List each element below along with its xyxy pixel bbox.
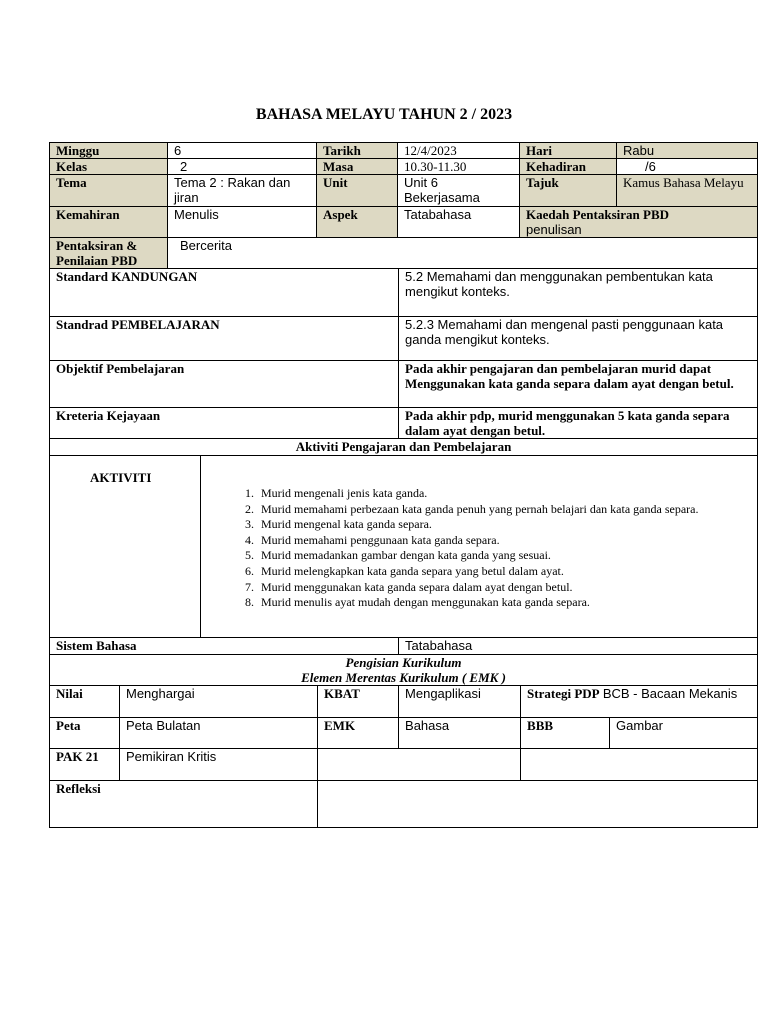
minggu-label: Minggu — [50, 143, 168, 159]
aktiviti-heading: Aktiviti Pengajaran dan Pembelajaran — [50, 439, 758, 456]
strategi-cell — [521, 686, 758, 718]
emk-value: Bahasa — [399, 718, 521, 749]
list-item: 7. Murid menggunakan kata ganda separa dalam ayat dengan betul. — [257, 580, 751, 596]
bbb-value: Gambar — [610, 718, 758, 749]
objektif-label: Objektif Pembelajaran — [50, 361, 399, 408]
strategi-label: Strategi PDP — [527, 686, 600, 701]
sistem-bahasa-label: Sistem Bahasa — [50, 638, 399, 655]
standard-kandungan-value: 5.2 Memahami dan menggunakan pembentukan kata mengikut konteks. — [399, 269, 758, 317]
nilai-label: Nilai — [50, 686, 120, 718]
nilai-value: Menghargai — [120, 686, 318, 718]
kelas-value: 2 — [168, 159, 317, 175]
kemahiran-label: Kemahiran — [50, 207, 168, 238]
hari-value: Rabu — [617, 143, 758, 159]
tarikh-label: Tarikh — [317, 143, 398, 159]
kurikulum-heading-2: Elemen Merentas Kurikulum ( EMK ) — [301, 670, 506, 685]
tajuk-value: Kamus Bahasa Melayu — [617, 175, 758, 207]
aktiviti-label: AKTIVITI — [50, 456, 201, 638]
hari-label: Hari — [520, 143, 617, 159]
unit-label: Unit — [317, 175, 398, 207]
aktiviti-list — [207, 486, 751, 611]
header-table — [49, 142, 758, 269]
kelas-label: Kelas — [50, 159, 168, 175]
kemahiran-value: Menulis — [168, 207, 317, 238]
kaedah-pentaksiran-cell — [520, 207, 758, 238]
pentaksiran-value: Bercerita — [168, 238, 758, 269]
page-title: BAHASA MELAYU TAHUN 2 / 2023 — [255, 106, 513, 123]
tema-label: Tema — [50, 175, 168, 207]
refleksi-label: Refleksi — [50, 781, 318, 828]
pentaksiran-label: Pentaksiran & Penilaian PBD — [50, 238, 168, 269]
kriteria-label: Kreteria Kejayaan — [50, 408, 399, 439]
objektif-value: Pada akhir pengajaran dan pembelajaran murid dapat Menggunakan kata ganda separa dalam ayat dengan betul. — [399, 361, 758, 408]
list-item: 2. Murid memahami perbezaan kata ganda penuh yang pernah belajari dan kata ganda separa. — [257, 502, 751, 518]
standard-pembelajaran-value: 5.2.3 Memahami dan mengenal pasti penggunaan kata ganda mengikut konteks. — [399, 317, 758, 361]
list-item: 8. Murid menulis ayat mudah dengan menggunakan kata ganda separa. — [257, 595, 751, 611]
lesson-plan-table — [49, 268, 758, 828]
list-item: 6. Murid melengkapkan kata ganda separa yang betul dalam ayat. — [257, 564, 751, 580]
kurikulum-heading-1: Pengisian Kurikulum — [345, 655, 462, 670]
masa-label: Masa — [317, 159, 398, 175]
masa-value: 10.30-11.30 — [398, 159, 520, 175]
pak21-empty-cell — [318, 749, 521, 781]
aspek-label: Aspek — [317, 207, 398, 238]
aspek-value: Tatabahasa — [398, 207, 520, 238]
kehadiran-value: /6 — [617, 159, 758, 175]
list-item: 1. Murid mengenali jenis kata ganda. — [257, 486, 751, 502]
kurikulum-heading — [50, 655, 758, 686]
peta-label: Peta — [50, 718, 120, 749]
sistem-bahasa-value: Tatabahasa — [399, 638, 758, 655]
pak21-empty-cell-2 — [521, 749, 758, 781]
kehadiran-label: Kehadiran — [520, 159, 617, 175]
bbb-label: BBB — [521, 718, 610, 749]
tema-value: Tema 2 : Rakan dan jiran — [168, 175, 317, 207]
pak21-value: Pemikiran Kritis — [120, 749, 318, 781]
strategi-value: BCB - Bacaan Mekanis — [602, 686, 738, 701]
tajuk-label: Tajuk — [520, 175, 617, 207]
tarikh-value: 12/4/2023 — [398, 143, 520, 159]
standard-kandungan-label: Standard KANDUNGAN — [50, 269, 399, 317]
peta-value: Peta Bulatan — [120, 718, 318, 749]
minggu-value: 6 — [168, 143, 317, 159]
list-item: 5. Murid memadankan gambar dengan kata ganda yang sesuai. — [257, 548, 751, 564]
kbat-label: KBAT — [318, 686, 399, 718]
list-item: 4. Murid memahami penggunaan kata ganda separa. — [257, 533, 751, 549]
kriteria-value: Pada akhir pdp, murid menggunakan 5 kata ganda separa dalam ayat dengan betul. — [399, 408, 758, 439]
unit-value: Unit 6 Bekerjasama — [398, 175, 520, 207]
emk-label: EMK — [318, 718, 399, 749]
kbat-value: Mengaplikasi — [399, 686, 521, 718]
pak21-label: PAK 21 — [50, 749, 120, 781]
kaedah-label: Kaedah Pentaksiran PBD — [526, 207, 670, 222]
list-item: 3. Murid mengenal kata ganda separa. — [257, 517, 751, 533]
aktiviti-list-cell — [201, 456, 758, 638]
standard-pembelajaran-label: Standrad PEMBELAJARAN — [50, 317, 399, 361]
kaedah-value: penulisan — [526, 222, 582, 237]
refleksi-value — [318, 781, 758, 828]
